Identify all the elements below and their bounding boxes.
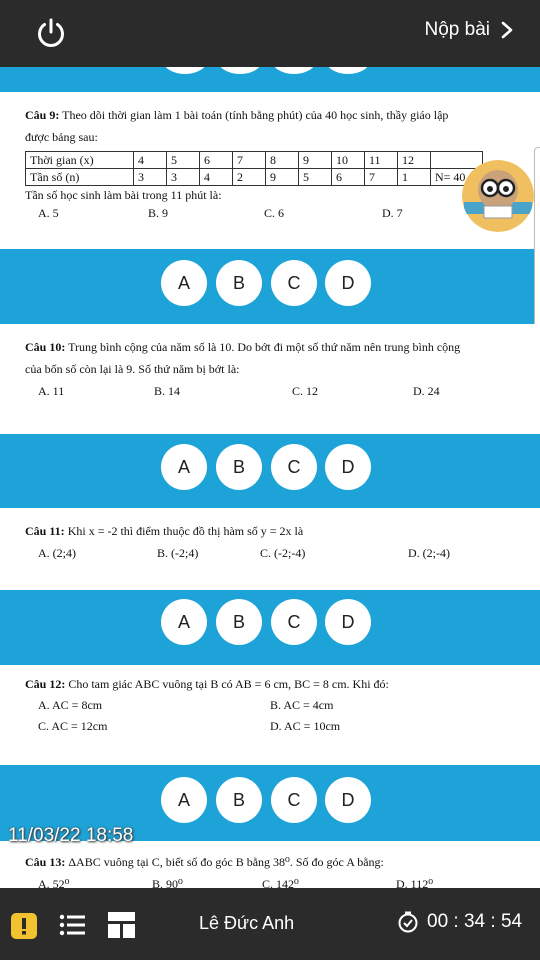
question-text [25, 851, 510, 873]
list-icon[interactable] [59, 912, 85, 943]
power-icon[interactable] [34, 16, 68, 50]
question-card-11 [0, 508, 540, 590]
table-cell: 8 [266, 152, 299, 169]
option-b: B. 90⁰ [152, 877, 183, 888]
timestamp-watermark: 11/03/22 18:58 [8, 825, 134, 846]
total-cell: N= 40 [431, 169, 483, 186]
table-cell: 3 [134, 169, 167, 186]
question-text [25, 336, 510, 380]
question-number: Câu 9: [25, 108, 60, 122]
option-a: A. AC = 8cm [38, 698, 103, 712]
question-card-9 [0, 92, 540, 249]
answer-b-button[interactable]: B [216, 260, 262, 306]
question-line: Trung bình cộng của năm số là 10. Do bớt đi một số thứ năm nên trung bình cộng [68, 340, 461, 354]
answer-stub [326, 67, 370, 74]
answer-b-button[interactable]: B [216, 444, 262, 490]
table-cell: 12 [398, 152, 431, 169]
table-cell: 7 [233, 152, 266, 169]
submit-label: Nộp bài [424, 19, 490, 40]
table-cell: 4 [200, 169, 233, 186]
option-d: D. AC = 10cm [270, 719, 341, 733]
option-d: D. 24 [413, 384, 440, 398]
answer-b-button[interactable]: B [216, 599, 262, 645]
countdown-timer [397, 911, 522, 933]
question-card-12 [0, 665, 540, 765]
table-cell: 3 [167, 169, 200, 186]
option-b: B. AC = 4cm [270, 698, 334, 712]
answer-d-button[interactable]: D [325, 444, 371, 490]
top-bar [0, 0, 540, 67]
layout-icon[interactable] [108, 912, 135, 943]
answer-b-button[interactable]: B [216, 777, 262, 823]
option-d: D. (2;-4) [408, 546, 450, 560]
table-cell: 7 [365, 169, 398, 186]
answer-d-button[interactable]: D [325, 599, 371, 645]
question-list[interactable] [0, 67, 540, 888]
option-d: D. 7 [382, 206, 403, 220]
answer-row-10 [0, 438, 540, 498]
answer-c-button[interactable]: C [271, 777, 317, 823]
option-a: A. 52⁰ [38, 877, 70, 888]
option-c: C. 142⁰ [262, 877, 299, 888]
option-a: A. 11 [38, 384, 65, 398]
option-a: A. 5 [38, 206, 59, 220]
answer-a-button[interactable]: A [161, 260, 207, 306]
chevron-right-icon [500, 20, 514, 40]
question-line: ΔABC vuông tại C, biết số đo góc B bằng 38⁰. Số đo góc A bằng: [68, 855, 384, 869]
option-c: C. (-2;-4) [260, 546, 306, 560]
row-header: Tần số (n) [26, 169, 134, 186]
answer-d-button[interactable]: D [325, 260, 371, 306]
option-c: C. 6 [264, 206, 285, 220]
answer-c-button[interactable]: C [271, 444, 317, 490]
timer-icon [397, 911, 419, 933]
table-cell: 9 [299, 152, 332, 169]
question-line: Khi x = -2 thì điểm thuộc đồ thị hàm số y = 2x là [67, 524, 304, 538]
options-row [0, 546, 540, 562]
option-c: C. AC = 12cm [38, 719, 108, 733]
option-a: A. (2;4) [38, 546, 76, 560]
question-text [25, 673, 510, 695]
answer-a-button[interactable]: A [161, 599, 207, 645]
table-row [26, 169, 483, 186]
question-text [25, 520, 510, 542]
option-b: B. 14 [154, 384, 181, 398]
answer-stub [272, 67, 316, 74]
question-line: Theo dõi thời gian làm 1 bài toán (tính bằng phút) của 40 học sinh, thầy giáo lập [62, 108, 449, 122]
question-card-13 [0, 841, 540, 888]
table-cell: 9 [266, 169, 299, 186]
question-line: của bốn số còn lại là 9. Số thứ năm bị bớt là: [25, 362, 240, 376]
question-number: Câu 11: [25, 524, 65, 538]
table-cell: 4 [134, 152, 167, 169]
answer-c-button[interactable]: C [271, 599, 317, 645]
table-cell: 6 [332, 169, 365, 186]
table-cell: 5 [299, 169, 332, 186]
option-d: D. 112⁰ [396, 877, 434, 888]
options-row [0, 877, 540, 888]
answer-stub [163, 67, 207, 74]
table-cell: 11 [365, 152, 398, 169]
table-cell: 5 [167, 152, 200, 169]
question-line: Cho tam giác ABC vuông tại B có AB = 6 cm, BC = 8 cm. Khi đó: [68, 677, 389, 691]
option-b: B. (-2;4) [157, 546, 199, 560]
question-prompt: Tần số học sinh làm bài trong 11 phút là: [25, 188, 222, 202]
option-c: C. 12 [292, 384, 319, 398]
table-row [26, 152, 483, 169]
question-number: Câu 12: [25, 677, 66, 691]
question-text [25, 104, 510, 148]
options-row [0, 206, 540, 222]
answer-c-button[interactable]: C [271, 260, 317, 306]
option-b: B. 9 [148, 206, 169, 220]
question-card-10 [0, 324, 540, 434]
previous-answer-row [0, 67, 540, 77]
table-cell: 10 [332, 152, 365, 169]
answer-a-button[interactable]: A [161, 444, 207, 490]
answer-row-11 [0, 593, 540, 653]
table-cell: 2 [233, 169, 266, 186]
table-cell [431, 152, 483, 169]
report-icon[interactable] [11, 913, 37, 944]
bottom-bar [0, 888, 540, 960]
submit-button[interactable] [425, 19, 515, 41]
answer-d-button[interactable]: D [325, 777, 371, 823]
question-number: Câu 13: [25, 855, 66, 869]
options-row [0, 698, 540, 714]
answer-stub [218, 67, 262, 74]
question-line: được bảng sau: [25, 130, 98, 144]
timer-value: 00 : 34 : 54 [427, 911, 523, 932]
options-row [0, 719, 540, 735]
answer-row-12 [0, 767, 540, 827]
question-number: Câu 10: [25, 340, 66, 354]
owl-mascot-icon [462, 160, 534, 232]
student-name: Lê Đức Anh [199, 913, 295, 933]
options-row [0, 384, 540, 400]
answer-a-button[interactable]: A [161, 777, 207, 823]
table-cell: 1 [398, 169, 431, 186]
row-header: Thời gian (x) [26, 152, 134, 169]
table-cell: 6 [200, 152, 233, 169]
frequency-table [25, 151, 483, 186]
answer-row-9 [0, 253, 540, 313]
